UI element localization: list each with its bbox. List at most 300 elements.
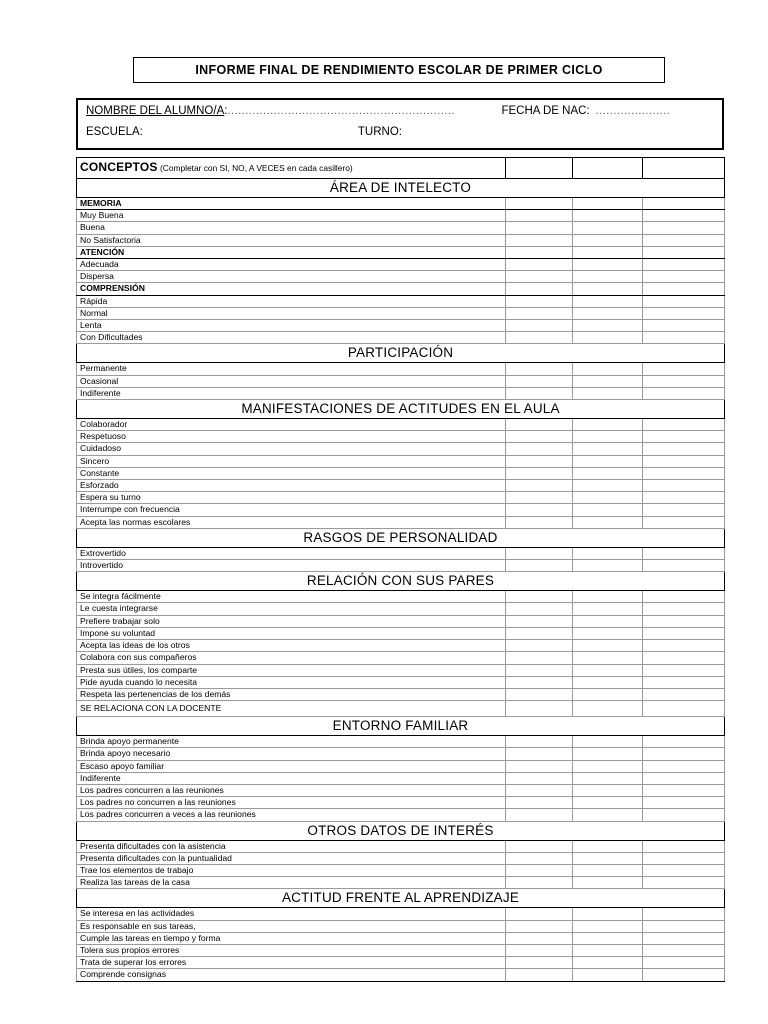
criteria-row bbox=[77, 547, 725, 559]
criteria-row bbox=[77, 784, 725, 796]
criteria-row bbox=[77, 259, 725, 271]
criteria-group-label: MEMORIA bbox=[77, 198, 506, 210]
criteria-mark-cell-1[interactable] bbox=[506, 664, 573, 676]
criteria-row bbox=[77, 271, 725, 283]
section-heading: RASGOS DE PERSONALIDAD bbox=[77, 528, 725, 547]
criteria-mark-cell-2[interactable] bbox=[573, 480, 643, 492]
criteria-mark-cell-2[interactable] bbox=[573, 877, 643, 889]
criteria-mark-cell-1[interactable] bbox=[506, 295, 573, 307]
evaluation-table bbox=[76, 157, 725, 982]
concepts-mark-col-3[interactable] bbox=[643, 158, 725, 179]
criteria-row bbox=[77, 957, 725, 969]
criteria-row bbox=[77, 455, 725, 467]
criteria-row bbox=[77, 363, 725, 375]
criteria-row bbox=[77, 504, 725, 516]
criteria-mark-cell-3[interactable] bbox=[643, 198, 725, 210]
student-name-input[interactable]: ................................................................ bbox=[227, 105, 456, 117]
criteria-mark-cell-1[interactable] bbox=[506, 234, 573, 246]
criteria-row bbox=[77, 652, 725, 664]
criteria-mark-cell-1[interactable] bbox=[506, 363, 573, 375]
criteria-mark-cell-1[interactable] bbox=[506, 271, 573, 283]
criteria-label: Brinda apoyo permanente bbox=[77, 736, 506, 748]
criteria-mark-cell-2[interactable] bbox=[573, 772, 643, 784]
criteria-mark-cell-3[interactable] bbox=[643, 652, 725, 664]
criteria-mark-cell-1[interactable] bbox=[506, 877, 573, 889]
criteria-row bbox=[77, 234, 725, 246]
criteria-mark-cell-3[interactable] bbox=[643, 431, 725, 443]
student-name-colon: : bbox=[224, 105, 228, 117]
section-heading: OTROS DATOS DE INTERÉS bbox=[77, 821, 725, 840]
criteria-mark-cell-2[interactable] bbox=[573, 969, 643, 981]
section-header-row bbox=[77, 179, 725, 198]
criteria-label: Acepta las normas escolares bbox=[77, 516, 506, 528]
criteria-mark-cell-2[interactable] bbox=[573, 455, 643, 467]
criteria-label: Prefiere trabajar solo bbox=[77, 615, 506, 627]
criteria-row bbox=[77, 809, 725, 821]
criteria-mark-cell-1[interactable] bbox=[506, 516, 573, 528]
school-label: ESCUELA: bbox=[86, 126, 143, 138]
criteria-mark-cell-3[interactable] bbox=[643, 516, 725, 528]
criteria-mark-cell-1[interactable] bbox=[506, 760, 573, 772]
criteria-mark-cell-3[interactable] bbox=[643, 504, 725, 516]
criteria-row bbox=[77, 701, 725, 717]
criteria-label: Comprende consignas bbox=[77, 969, 506, 981]
criteria-mark-cell-3[interactable] bbox=[643, 864, 725, 876]
student-name-row bbox=[86, 105, 714, 126]
criteria-mark-cell-2[interactable] bbox=[573, 375, 643, 387]
criteria-mark-cell-3[interactable] bbox=[643, 210, 725, 222]
criteria-mark-cell-2[interactable] bbox=[573, 222, 643, 234]
birth-date-label: FECHA DE NAC: bbox=[501, 105, 590, 117]
report-title-box bbox=[133, 57, 665, 83]
criteria-label: Ocasional bbox=[77, 375, 506, 387]
criteria-row bbox=[77, 640, 725, 652]
criteria-mark-cell-2[interactable] bbox=[573, 332, 643, 344]
criteria-mark-cell-2[interactable] bbox=[573, 840, 643, 852]
criteria-label: Respetuoso bbox=[77, 431, 506, 443]
criteria-mark-cell-2[interactable] bbox=[573, 198, 643, 210]
criteria-mark-cell-2[interactable] bbox=[573, 736, 643, 748]
criteria-mark-cell-1[interactable] bbox=[506, 852, 573, 864]
criteria-mark-cell-3[interactable] bbox=[643, 736, 725, 748]
criteria-mark-cell-3[interactable] bbox=[643, 222, 725, 234]
criteria-label: Presta sus útiles, los comparte bbox=[77, 664, 506, 676]
criteria-mark-cell-1[interactable] bbox=[506, 467, 573, 479]
criteria-label: Acepta las ideas de los otros bbox=[77, 640, 506, 652]
criteria-row bbox=[77, 516, 725, 528]
criteria-mark-cell-2[interactable] bbox=[573, 431, 643, 443]
criteria-label: Espera su turno bbox=[77, 492, 506, 504]
criteria-mark-cell-3[interactable] bbox=[643, 591, 725, 603]
criteria-mark-cell-1[interactable] bbox=[506, 701, 573, 717]
criteria-label: Trae los elementos de trabajo bbox=[77, 864, 506, 876]
criteria-mark-cell-2[interactable] bbox=[573, 852, 643, 864]
criteria-mark-cell-1[interactable] bbox=[506, 772, 573, 784]
criteria-mark-cell-2[interactable] bbox=[573, 627, 643, 639]
section-header-row bbox=[77, 889, 725, 908]
criteria-mark-cell-1[interactable] bbox=[506, 809, 573, 821]
criteria-mark-cell-3[interactable] bbox=[643, 688, 725, 700]
criteria-row bbox=[77, 760, 725, 772]
criteria-row bbox=[77, 419, 725, 431]
criteria-mark-cell-1[interactable] bbox=[506, 387, 573, 399]
section-heading: ACTITUD FRENTE AL APRENDIZAJE bbox=[77, 889, 725, 908]
criteria-mark-cell-2[interactable] bbox=[573, 419, 643, 431]
criteria-row bbox=[77, 852, 725, 864]
criteria-mark-cell-3[interactable] bbox=[643, 772, 725, 784]
criteria-mark-cell-3[interactable] bbox=[643, 797, 725, 809]
criteria-mark-cell-3[interactable] bbox=[643, 957, 725, 969]
criteria-label: Rápida bbox=[77, 295, 506, 307]
criteria-mark-cell-3[interactable] bbox=[643, 375, 725, 387]
criteria-mark-cell-3[interactable] bbox=[643, 480, 725, 492]
criteria-row bbox=[77, 222, 725, 234]
criteria-label: Buena bbox=[77, 222, 506, 234]
criteria-row bbox=[77, 877, 725, 889]
criteria-row bbox=[77, 908, 725, 920]
criteria-mark-cell-2[interactable] bbox=[573, 664, 643, 676]
criteria-group-row bbox=[77, 283, 725, 295]
criteria-mark-cell-3[interactable] bbox=[643, 676, 725, 688]
criteria-label: Indiferente bbox=[77, 772, 506, 784]
criteria-mark-cell-3[interactable] bbox=[643, 627, 725, 639]
criteria-mark-cell-2[interactable] bbox=[573, 307, 643, 319]
criteria-mark-cell-1[interactable] bbox=[506, 627, 573, 639]
criteria-mark-cell-1[interactable] bbox=[506, 840, 573, 852]
concepts-mark-col-1[interactable] bbox=[506, 158, 573, 179]
criteria-mark-cell-3[interactable] bbox=[643, 320, 725, 332]
criteria-label: Los padres concurren a veces a las reuniones bbox=[77, 809, 506, 821]
criteria-mark-cell-1[interactable] bbox=[506, 222, 573, 234]
criteria-row bbox=[77, 932, 725, 944]
criteria-mark-cell-3[interactable] bbox=[643, 271, 725, 283]
criteria-label: Brinda apoyo necesario bbox=[77, 748, 506, 760]
criteria-mark-cell-1[interactable] bbox=[506, 283, 573, 295]
criteria-mark-cell-1[interactable] bbox=[506, 332, 573, 344]
criteria-label: Introvertido bbox=[77, 560, 506, 572]
criteria-mark-cell-2[interactable] bbox=[573, 932, 643, 944]
criteria-mark-cell-3[interactable] bbox=[643, 969, 725, 981]
criteria-label: Constante bbox=[77, 467, 506, 479]
criteria-mark-cell-1[interactable] bbox=[506, 591, 573, 603]
criteria-mark-cell-2[interactable] bbox=[573, 547, 643, 559]
criteria-mark-cell-2[interactable] bbox=[573, 809, 643, 821]
criteria-mark-cell-3[interactable] bbox=[643, 809, 725, 821]
criteria-row bbox=[77, 736, 725, 748]
criteria-mark-cell-2[interactable] bbox=[573, 688, 643, 700]
criteria-mark-cell-2[interactable] bbox=[573, 320, 643, 332]
criteria-label: Le cuesta integrarse bbox=[77, 603, 506, 615]
criteria-mark-cell-1[interactable] bbox=[506, 443, 573, 455]
criteria-mark-cell-3[interactable] bbox=[643, 547, 725, 559]
criteria-mark-cell-2[interactable] bbox=[573, 797, 643, 809]
criteria-mark-cell-3[interactable] bbox=[643, 920, 725, 932]
criteria-group-row bbox=[77, 198, 725, 210]
criteria-mark-cell-1[interactable] bbox=[506, 748, 573, 760]
criteria-label: Realiza las tareas de la casa bbox=[77, 877, 506, 889]
criteria-mark-cell-2[interactable] bbox=[573, 504, 643, 516]
criteria-label: Cuidadoso bbox=[77, 443, 506, 455]
criteria-mark-cell-3[interactable] bbox=[643, 443, 725, 455]
criteria-row bbox=[77, 295, 725, 307]
criteria-label: Escaso apoyo familiar bbox=[77, 760, 506, 772]
section-heading: MANIFESTACIONES DE ACTITUDES EN EL AULA bbox=[77, 400, 725, 419]
criteria-mark-cell-1[interactable] bbox=[506, 419, 573, 431]
criteria-mark-cell-2[interactable] bbox=[573, 676, 643, 688]
criteria-row bbox=[77, 320, 725, 332]
section-header-row bbox=[77, 400, 725, 419]
criteria-mark-cell-2[interactable] bbox=[573, 652, 643, 664]
criteria-mark-cell-3[interactable] bbox=[643, 760, 725, 772]
evaluation-table-body bbox=[77, 158, 725, 982]
criteria-mark-cell-1[interactable] bbox=[506, 640, 573, 652]
criteria-row bbox=[77, 603, 725, 615]
concepts-mark-col-2[interactable] bbox=[573, 158, 643, 179]
criteria-label: Cumple las tareas en tiempo y forma bbox=[77, 932, 506, 944]
criteria-mark-cell-3[interactable] bbox=[643, 492, 725, 504]
criteria-row bbox=[77, 772, 725, 784]
criteria-mark-cell-1[interactable] bbox=[506, 784, 573, 796]
criteria-row bbox=[77, 560, 725, 572]
section-heading: ENTORNO FAMILIAR bbox=[77, 717, 725, 736]
concepts-subtitle: (Completar con SI, NO, A VECES en cada casillero) bbox=[159, 163, 353, 173]
criteria-row bbox=[77, 615, 725, 627]
criteria-mark-cell-2[interactable] bbox=[573, 957, 643, 969]
criteria-mark-cell-1[interactable] bbox=[506, 560, 573, 572]
criteria-label: Pide ayuda cuando lo necesita bbox=[77, 676, 506, 688]
criteria-mark-cell-2[interactable] bbox=[573, 234, 643, 246]
criteria-mark-cell-2[interactable] bbox=[573, 760, 643, 772]
criteria-label: Muy Buena bbox=[77, 210, 506, 222]
criteria-mark-cell-3[interactable] bbox=[643, 701, 725, 717]
criteria-group-label: COMPRENSIÓN bbox=[77, 283, 506, 295]
criteria-label: Sincero bbox=[77, 455, 506, 467]
criteria-mark-cell-3[interactable] bbox=[643, 840, 725, 852]
criteria-mark-cell-1[interactable] bbox=[506, 908, 573, 920]
criteria-label: Normal bbox=[77, 307, 506, 319]
criteria-row bbox=[77, 443, 725, 455]
criteria-mark-cell-1[interactable] bbox=[506, 375, 573, 387]
criteria-mark-cell-1[interactable] bbox=[506, 652, 573, 664]
criteria-mark-cell-1[interactable] bbox=[506, 307, 573, 319]
criteria-mark-cell-1[interactable] bbox=[506, 320, 573, 332]
criteria-row bbox=[77, 332, 725, 344]
criteria-mark-cell-3[interactable] bbox=[643, 283, 725, 295]
criteria-mark-cell-3[interactable] bbox=[643, 259, 725, 271]
section-heading: PARTICIPACIÓN bbox=[77, 344, 725, 363]
criteria-label: Esforzado bbox=[77, 480, 506, 492]
criteria-row bbox=[77, 307, 725, 319]
criteria-mark-cell-2[interactable] bbox=[573, 516, 643, 528]
criteria-mark-cell-3[interactable] bbox=[643, 640, 725, 652]
criteria-mark-cell-3[interactable] bbox=[643, 932, 725, 944]
criteria-label: Permanente bbox=[77, 363, 506, 375]
criteria-label: Dispersa bbox=[77, 271, 506, 283]
criteria-mark-cell-3[interactable] bbox=[643, 363, 725, 375]
criteria-mark-cell-3[interactable] bbox=[643, 234, 725, 246]
section-header-row bbox=[77, 528, 725, 547]
criteria-mark-cell-3[interactable] bbox=[643, 246, 725, 258]
criteria-label: SE RELACIONA CON LA DOCENTE bbox=[77, 701, 506, 717]
criteria-mark-cell-2[interactable] bbox=[573, 560, 643, 572]
criteria-mark-cell-3[interactable] bbox=[643, 748, 725, 760]
criteria-label: Lenta bbox=[77, 320, 506, 332]
criteria-mark-cell-3[interactable] bbox=[643, 295, 725, 307]
criteria-mark-cell-1[interactable] bbox=[506, 969, 573, 981]
criteria-mark-cell-2[interactable] bbox=[573, 701, 643, 717]
criteria-mark-cell-1[interactable] bbox=[506, 864, 573, 876]
criteria-mark-cell-1[interactable] bbox=[506, 957, 573, 969]
criteria-mark-cell-3[interactable] bbox=[643, 615, 725, 627]
criteria-mark-cell-1[interactable] bbox=[506, 676, 573, 688]
criteria-row bbox=[77, 969, 725, 981]
criteria-label: Indiferente bbox=[77, 387, 506, 399]
criteria-mark-cell-1[interactable] bbox=[506, 246, 573, 258]
criteria-label: Interrumpe con frecuencia bbox=[77, 504, 506, 516]
section-header-row bbox=[77, 344, 725, 363]
criteria-mark-cell-2[interactable] bbox=[573, 615, 643, 627]
criteria-label: Presenta dificultades con la asistencia bbox=[77, 840, 506, 852]
criteria-mark-cell-3[interactable] bbox=[643, 784, 725, 796]
criteria-label: Adecuada bbox=[77, 259, 506, 271]
criteria-mark-cell-2[interactable] bbox=[573, 467, 643, 479]
criteria-row bbox=[77, 387, 725, 399]
criteria-mark-cell-3[interactable] bbox=[643, 332, 725, 344]
criteria-mark-cell-1[interactable] bbox=[506, 455, 573, 467]
criteria-mark-cell-3[interactable] bbox=[643, 944, 725, 956]
page-title: INFORME FINAL DE RENDIMIENTO ESCOLAR DE PRIMER CICLO bbox=[195, 63, 603, 77]
criteria-label: Colabora con sus compañeros bbox=[77, 652, 506, 664]
criteria-mark-cell-2[interactable] bbox=[573, 259, 643, 271]
criteria-mark-cell-2[interactable] bbox=[573, 443, 643, 455]
concepts-header-row bbox=[77, 158, 725, 179]
criteria-mark-cell-1[interactable] bbox=[506, 431, 573, 443]
criteria-label: Colaborador bbox=[77, 419, 506, 431]
concepts-header-cell bbox=[77, 158, 506, 179]
criteria-mark-cell-3[interactable] bbox=[643, 877, 725, 889]
section-header-row bbox=[77, 821, 725, 840]
section-header-row bbox=[77, 717, 725, 736]
criteria-mark-cell-2[interactable] bbox=[573, 363, 643, 375]
criteria-mark-cell-3[interactable] bbox=[643, 467, 725, 479]
criteria-mark-cell-2[interactable] bbox=[573, 387, 643, 399]
criteria-mark-cell-1[interactable] bbox=[506, 944, 573, 956]
criteria-label: Impone su voluntad bbox=[77, 627, 506, 639]
criteria-mark-cell-2[interactable] bbox=[573, 591, 643, 603]
criteria-mark-cell-2[interactable] bbox=[573, 246, 643, 258]
student-name-label: NOMBRE DEL ALUMNO/A bbox=[86, 105, 225, 117]
shift-label: TURNO: bbox=[357, 126, 402, 138]
criteria-mark-cell-3[interactable] bbox=[643, 664, 725, 676]
criteria-label: Tolera sus propios errores bbox=[77, 944, 506, 956]
criteria-mark-cell-1[interactable] bbox=[506, 615, 573, 627]
criteria-label: No Satisfactoria bbox=[77, 234, 506, 246]
criteria-mark-cell-3[interactable] bbox=[643, 419, 725, 431]
criteria-mark-cell-2[interactable] bbox=[573, 271, 643, 283]
criteria-row bbox=[77, 591, 725, 603]
section-heading: ÁREA DE INTELECTO bbox=[77, 179, 725, 198]
criteria-row bbox=[77, 864, 725, 876]
criteria-label: Es responsable en sus tareas, bbox=[77, 920, 506, 932]
criteria-label: Se interesa en las actividades bbox=[77, 908, 506, 920]
criteria-group-row bbox=[77, 246, 725, 258]
criteria-mark-cell-2[interactable] bbox=[573, 295, 643, 307]
criteria-mark-cell-1[interactable] bbox=[506, 688, 573, 700]
criteria-row bbox=[77, 748, 725, 760]
criteria-mark-cell-3[interactable] bbox=[643, 307, 725, 319]
criteria-mark-cell-3[interactable] bbox=[643, 455, 725, 467]
criteria-mark-cell-2[interactable] bbox=[573, 908, 643, 920]
criteria-mark-cell-3[interactable] bbox=[643, 387, 725, 399]
criteria-mark-cell-1[interactable] bbox=[506, 492, 573, 504]
birth-date-input[interactable]: ..................... bbox=[595, 105, 671, 117]
criteria-mark-cell-2[interactable] bbox=[573, 210, 643, 222]
criteria-mark-cell-1[interactable] bbox=[506, 920, 573, 932]
criteria-group-label: ATENCIÓN bbox=[77, 246, 506, 258]
concepts-title: CONCEPTOS bbox=[80, 160, 158, 174]
criteria-row bbox=[77, 480, 725, 492]
criteria-label: Los padres no concurren a las reuniones bbox=[77, 797, 506, 809]
criteria-label: Trata de superar los errores bbox=[77, 957, 506, 969]
criteria-label: Se integra fácilmente bbox=[77, 591, 506, 603]
criteria-row bbox=[77, 920, 725, 932]
criteria-mark-cell-3[interactable] bbox=[643, 852, 725, 864]
criteria-row bbox=[77, 944, 725, 956]
criteria-row bbox=[77, 664, 725, 676]
criteria-mark-cell-2[interactable] bbox=[573, 492, 643, 504]
student-info-box bbox=[76, 98, 724, 150]
criteria-label: Con Dificultades bbox=[77, 332, 506, 344]
criteria-row bbox=[77, 840, 725, 852]
criteria-mark-cell-2[interactable] bbox=[573, 784, 643, 796]
criteria-row bbox=[77, 688, 725, 700]
criteria-mark-cell-1[interactable] bbox=[506, 504, 573, 516]
criteria-row bbox=[77, 492, 725, 504]
criteria-mark-cell-3[interactable] bbox=[643, 603, 725, 615]
criteria-row bbox=[77, 676, 725, 688]
criteria-mark-cell-1[interactable] bbox=[506, 932, 573, 944]
criteria-label: Los padres concurren a las reuniones bbox=[77, 784, 506, 796]
criteria-row bbox=[77, 797, 725, 809]
criteria-mark-cell-2[interactable] bbox=[573, 603, 643, 615]
section-heading: RELACIÓN CON SUS PARES bbox=[77, 572, 725, 591]
criteria-mark-cell-1[interactable] bbox=[506, 603, 573, 615]
criteria-row bbox=[77, 627, 725, 639]
criteria-mark-cell-2[interactable] bbox=[573, 748, 643, 760]
criteria-mark-cell-1[interactable] bbox=[506, 480, 573, 492]
criteria-mark-cell-1[interactable] bbox=[506, 797, 573, 809]
criteria-mark-cell-2[interactable] bbox=[573, 640, 643, 652]
criteria-label: Presenta dificultades con la puntualidad bbox=[77, 852, 506, 864]
criteria-mark-cell-3[interactable] bbox=[643, 560, 725, 572]
criteria-mark-cell-1[interactable] bbox=[506, 736, 573, 748]
criteria-row bbox=[77, 431, 725, 443]
criteria-mark-cell-2[interactable] bbox=[573, 920, 643, 932]
criteria-mark-cell-1[interactable] bbox=[506, 210, 573, 222]
criteria-mark-cell-1[interactable] bbox=[506, 547, 573, 559]
criteria-mark-cell-1[interactable] bbox=[506, 259, 573, 271]
criteria-label: Respeta las pertenencias de los demás bbox=[77, 688, 506, 700]
criteria-row bbox=[77, 375, 725, 387]
criteria-mark-cell-1[interactable] bbox=[506, 198, 573, 210]
criteria-mark-cell-2[interactable] bbox=[573, 283, 643, 295]
criteria-mark-cell-3[interactable] bbox=[643, 908, 725, 920]
criteria-mark-cell-2[interactable] bbox=[573, 864, 643, 876]
criteria-mark-cell-2[interactable] bbox=[573, 944, 643, 956]
criteria-label: Extrovertido bbox=[77, 547, 506, 559]
section-header-row bbox=[77, 572, 725, 591]
criteria-row bbox=[77, 210, 725, 222]
